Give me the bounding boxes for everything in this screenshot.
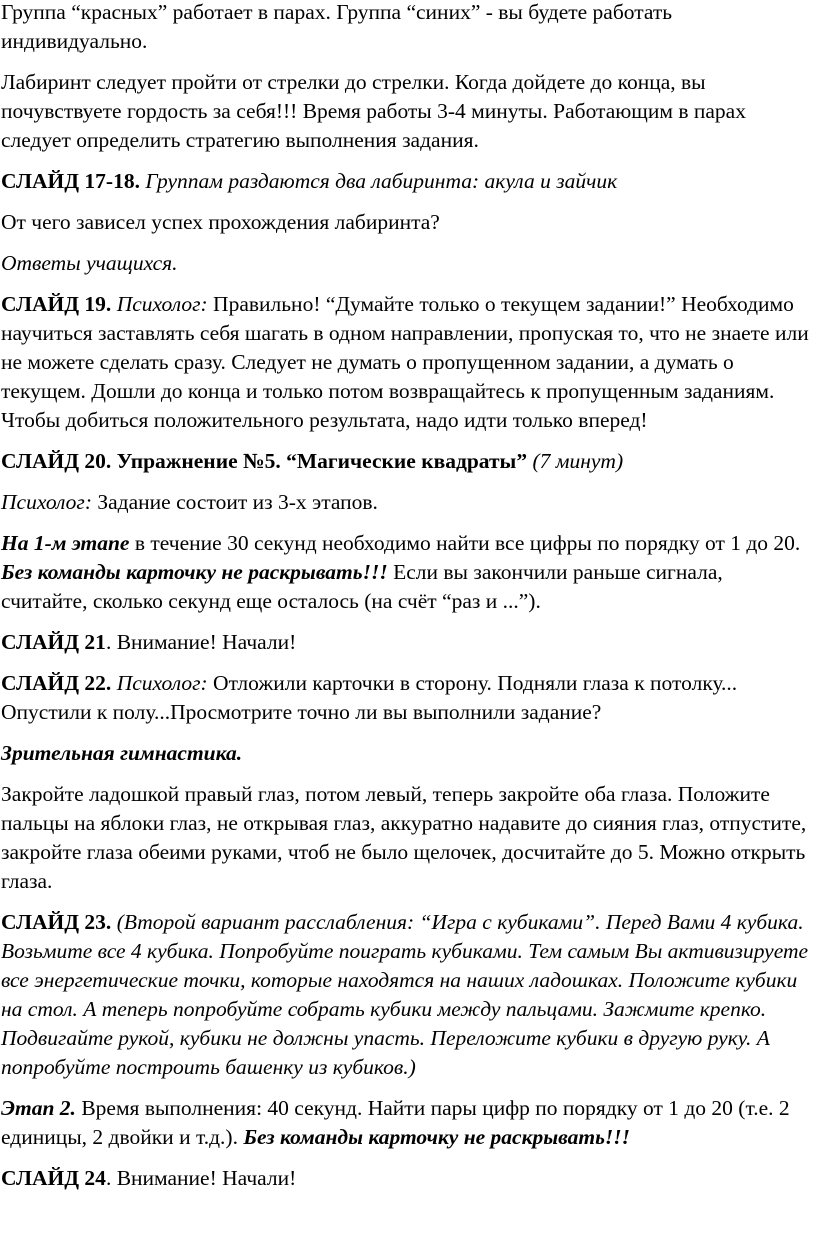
slide-label: СЛАЙД 20. Упражнение №5. “Магические квадраты”: [1, 449, 528, 473]
slide-label: СЛАЙД 23.: [1, 910, 112, 934]
paragraph-slide-22: [1, 669, 814, 727]
warning-text: Без команды карточку не раскрывать!!!: [243, 1125, 631, 1149]
slide-label: СЛАЙД 19.: [1, 292, 112, 316]
paragraph-question: [1, 208, 814, 237]
warning-text: Без команды карточку не раскрывать!!!: [1, 560, 388, 584]
slide-23-text: (Второй вариант расслабления: “Игра с кубиками”. Перед Вами 4 кубика. Возьмите все 4 кубика. Попробуйте поиграть кубиками. Тем самым Вы активизируете все энергетические точки, которые находятся на наших ладошках. Положите кубики на стол. А теперь попробуйте собрать кубики между пальцами. Зажмите крепко. Подвигайте рукой, кубики не должны упасть. Переложите кубики в другую руку. А попробуйте построить башенку из кубиков.): [1, 910, 809, 1079]
paragraph-slide-23: [1, 908, 814, 1082]
slide-note: Группам раздаются два лабиринта: акула и зайчик: [145, 169, 618, 193]
paragraph-slide-24: [1, 1164, 814, 1193]
groups-text: Группа “красных” работает в парах. Группа “синих” - вы будете работать индивидуально.: [1, 0, 673, 53]
paragraph-stage-1: [1, 529, 814, 616]
question-text: От чего зависел успех прохождения лабиринта?: [1, 210, 440, 234]
stage-1-text-2: Если вы закончили раньше сигнала, считайте, сколько секунд еще осталось (на счёт “раз и ...”).: [1, 560, 723, 613]
slide-label: СЛАЙД 21: [1, 630, 106, 654]
eye-gymnastics-text: Закройте ладошкой правый глаз, потом левый, теперь закройте оба глаза. Положите пальцы на яблоки глаз, не открывая глаз, аккуратно надавите до сияния глаз, отпустите, закройте глаза обеими руками, чтоб не было щелочек, досчитайте до 5. Можно открыть глаза.: [1, 782, 807, 893]
paragraph-eye-gymnastics-title: [1, 739, 814, 768]
paragraph-stage-2: [1, 1094, 814, 1152]
paragraph-eye-gymnastics: [1, 780, 814, 896]
slide-24-text: . Внимание! Начали!: [105, 1166, 297, 1190]
paragraph-slide-17-18: [1, 167, 814, 196]
eye-gymnastics-title: Зрительная гимнастика.: [1, 741, 243, 765]
answers-note: Ответы учащихся.: [1, 251, 178, 275]
speaker-label: Психолог:: [1, 490, 92, 514]
slide-22-text: Отложили карточки в сторону. Подняли глаза к потолку... Опустили к полу...Просмотрите точно ли вы выполнили задание?: [1, 671, 738, 724]
task-stages-text: Задание состоит из 3-х этапов.: [97, 490, 378, 514]
paragraph-slide-21: [1, 628, 814, 657]
stage-1-text: в течение 30 секунд необходимо найти все цифры по порядку от 1 до 20.: [134, 531, 801, 555]
slide-label: СЛАЙД 22.: [1, 671, 112, 695]
slide-label: СЛАЙД 17-18.: [1, 169, 140, 193]
paragraph-labyrinth: [1, 68, 814, 155]
slide-21-text: . Внимание! Начали!: [105, 630, 297, 654]
slide-19-text: Правильно! “Думайте только о текущем задании!” Необходимо научиться заставлять себя шагать в одном направлении, пропуская то, что не знаете или не можете сделать сразу. Следует не думать о пропущенном задании, а думать о текущем. Дошли до конца и только потом возвращайтесь к пропущенным заданиям. Чтобы добиться положительного результата, надо идти только вперед!: [1, 292, 809, 432]
stage-2-text: Время выполнения: 40 секунд. Найти пары цифр по порядку от 1 до 20 (т.е. 2 единицы, 2 двойки и т.д.).: [1, 1096, 790, 1149]
paragraph-answers: [1, 249, 814, 278]
speaker-label: Психолог:: [116, 292, 208, 316]
stage-2-label: Этап 2.: [1, 1096, 76, 1120]
slide-label: СЛАЙД 24: [1, 1166, 106, 1190]
paragraph-groups: [1, 0, 814, 56]
duration-note: (7 минут): [532, 449, 624, 473]
paragraph-slide-19: [1, 290, 814, 435]
paragraph-slide-20: [1, 447, 814, 476]
stage-1-label: На 1-м этапе: [1, 531, 130, 555]
paragraph-task-stages: [1, 488, 814, 517]
labyrinth-text: Лабиринт следует пройти от стрелки до стрелки. Когда дойдете до конца, вы почувствуете гордость за себя!!! Время работы 3-4 минуты. Работающим в парах следует определить стратегию выполнения задания.: [1, 70, 746, 152]
speaker-label: Психолог:: [116, 671, 208, 695]
